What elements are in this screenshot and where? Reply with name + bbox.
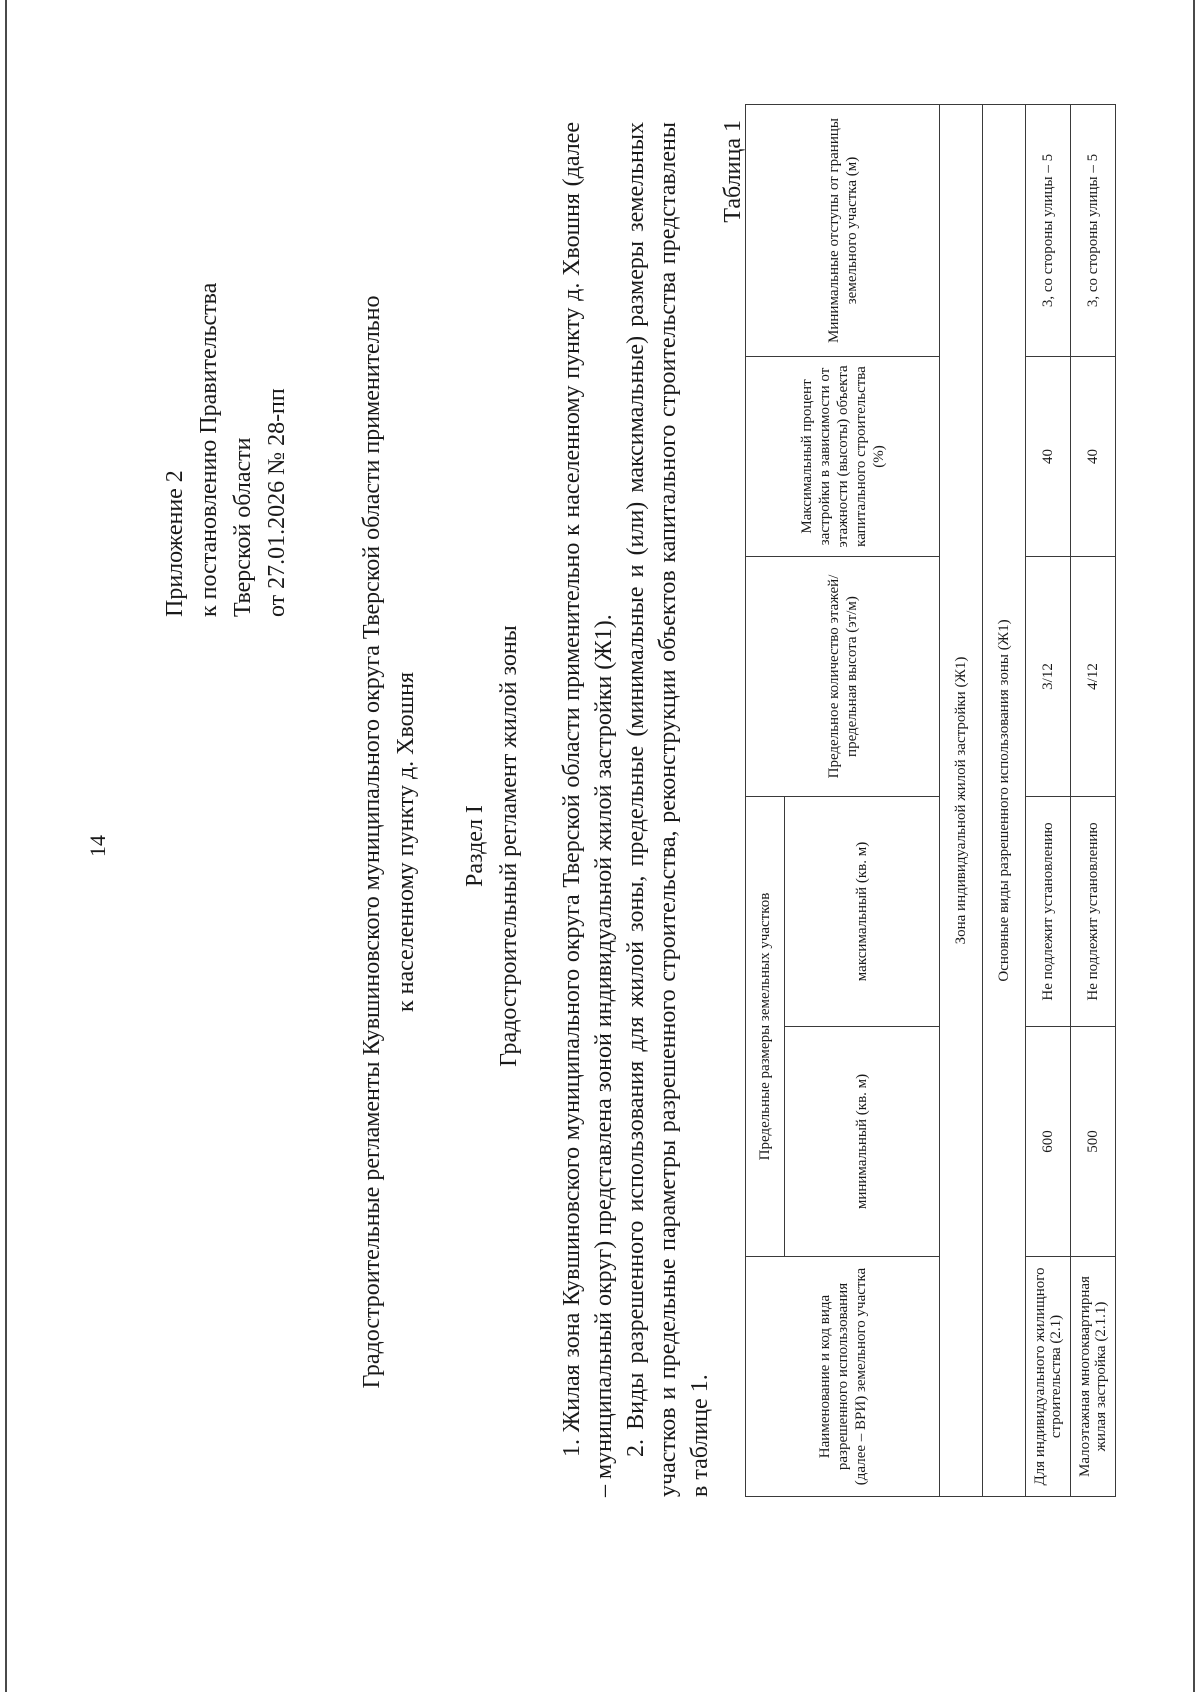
appendix-line-4: от 27.01.2026 № 28-пп [264, 388, 290, 617]
regulation-table [745, 104, 1116, 1497]
table-row [1071, 105, 1116, 1497]
table-caption: Таблица 1 [720, 120, 746, 223]
header-floors: Предельное количество этажей/ предельная высота (эт/м) [746, 557, 940, 797]
kinds-row: Основные виды разрешенного использования зоны (Ж1) [983, 105, 1026, 1497]
appendix-line-1: Приложение 2 [162, 470, 188, 617]
paragraph-2 [620, 122, 716, 1497]
appendix-block [158, 57, 294, 617]
cell-setback: 3, со стороны улицы – 5 [1071, 105, 1116, 357]
cell-max: Не подлежит установлению [1071, 797, 1116, 1027]
header-min: минимальный (кв. м) [785, 1027, 940, 1257]
cell-setback: 3, со стороны улицы – 5 [1026, 105, 1071, 357]
table-row [1026, 105, 1071, 1497]
section-heading: Раздел I [462, 805, 488, 887]
cell-min: 600 [1026, 1027, 1071, 1257]
cell-min: 500 [1071, 1027, 1116, 1257]
header-max: максимальный (кв. м) [785, 797, 940, 1027]
header-name: Наименование и код вида разрешенного использования (далее – ВРИ) земельного участка [746, 1257, 940, 1497]
cell-max: Не подлежит установлению [1026, 797, 1071, 1027]
title-line-1: Градостроительные регламенты Кувшиновского муниципального округа Тверской области применительно [359, 295, 385, 1389]
paragraph-1-text: 1. Жилая зона Кувшиновского муниципального округа Тверской области применительно к населенному пункту д. Хвошня (далее – муниципальный округ) представлена зоной индивидуальной жилой застройки (Ж1). [559, 122, 617, 1497]
cell-floors: 3/12 [1026, 557, 1071, 797]
header-setback: Минимальные отступы от границы земельного участка (м) [746, 105, 940, 357]
section-heading-block [458, 0, 526, 1692]
document-title [355, 92, 423, 1592]
section-subheading: Градостроительный регламент жилой зоны [496, 625, 522, 1067]
title-line-2: к населенному пункту д. Хвошня [393, 671, 419, 1013]
cell-floors: 4/12 [1071, 557, 1116, 797]
cell-name: Малоэтажная многоквартирная жилая застройка (2.1.1) [1071, 1257, 1116, 1497]
cell-coverage: 40 [1026, 357, 1071, 557]
header-coverage: Максимальный процент застройки в зависимости от этажности (высоты) объекта капитального строительства (%) [746, 357, 940, 557]
cell-name: Для индивидуального жилищного строительства (2.1) [1026, 1257, 1071, 1497]
header-plot-sizes: Предельные размеры земельных участков [746, 797, 785, 1257]
cell-coverage: 40 [1071, 357, 1116, 557]
appendix-line-2: к постановлению Правительства [196, 282, 222, 617]
page-number: 14 [85, 835, 110, 857]
zone-row: Зона индивидуальной жилой застройки (Ж1) [940, 105, 983, 1497]
paragraph-1 [556, 122, 620, 1497]
appendix-line-3: Тверской области [230, 437, 256, 617]
paragraph-2-text: 2. Виды разрешенного использования для жилой зоны, предельные (минимальные и (или) максимальные) размеры земельных участков и предельные параметры разрешенного строительства, реконструкции объектов капитального строительства представлены в таблице 1. [623, 122, 713, 1497]
